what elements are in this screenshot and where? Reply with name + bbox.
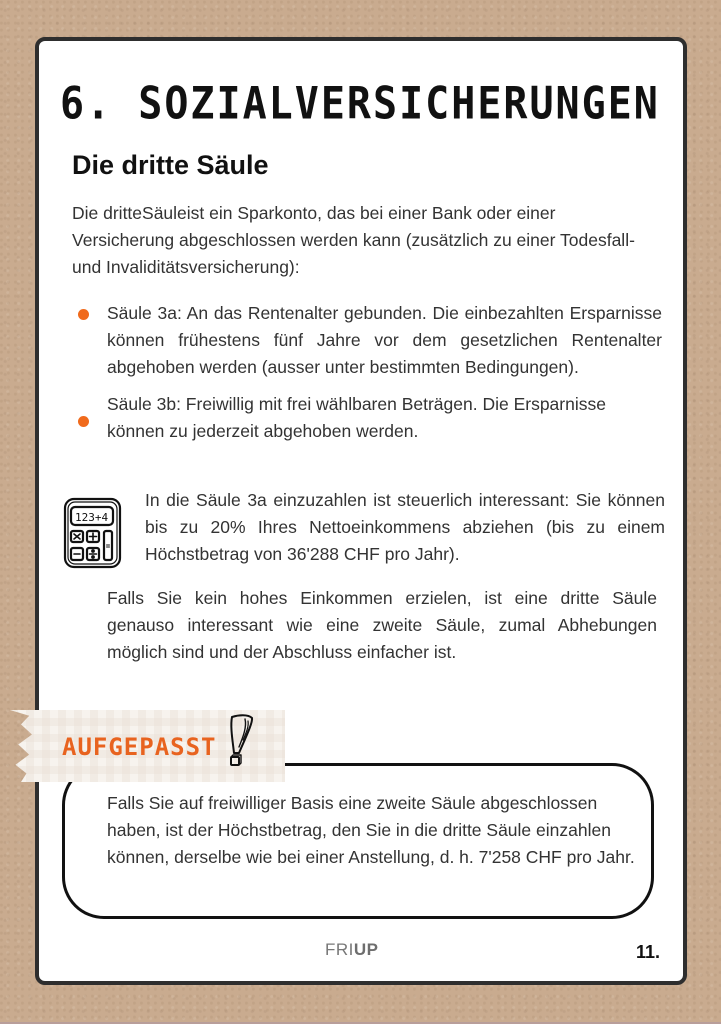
bullet-text: Säule 3a: An das Rentenalter gebunden. Die einbezahlten Ersparnisse können frühestens fünf Jahre vor dem gesetzlichen Rentenalter abgehoben werden (ausser unter bestimmten Bedingungen). xyxy=(107,303,662,377)
brand-bold: UP xyxy=(353,940,379,959)
page-number: 11. xyxy=(636,942,661,962)
intro-paragraph: Die dritteSäuleist ein Sparkonto, das bei einer Bank oder einer Versicherung abgeschlossen werden kann (zusätzlich zu einer Todesfall- und Invaliditätsversicherung): xyxy=(72,203,635,277)
bullet-list xyxy=(72,300,662,445)
bullet-dot-icon xyxy=(78,416,89,427)
brand-light: FRI xyxy=(325,940,354,959)
section-title: 6. SOZIALVERSICHERUNGEN xyxy=(60,78,660,130)
exclamation-icon xyxy=(222,713,256,769)
bullet-dot-icon xyxy=(78,309,89,320)
brand-logo xyxy=(325,940,379,960)
calculator-icon xyxy=(62,496,124,570)
list-item xyxy=(72,391,662,445)
callout-label: AUFGEPASST xyxy=(62,733,217,761)
falls-paragraph: Falls Sie kein hohes Einkommen erzielen, ist eine dritte Säule genauso interessant wie eine zweite Säule, zumal Abhebungen möglich sind und der Abschluss einfacher ist. xyxy=(107,588,657,662)
subtitle: Die dritte Säule xyxy=(72,150,269,180)
tax-note: In die Säule 3a einzuzahlen ist steuerlich interessant: Sie können bis zu 20% Ihres Nettoeinkommens abziehen (bis zu einem Höchstbetrag von 36'288 CHF pro Jahr). xyxy=(145,490,665,564)
calculator-display: 123+4 xyxy=(75,511,109,524)
bullet-text: Säule 3b: Freiwillig mit frei wählbaren Beträgen. Die Ersparnisse können zu jederzeit abgehoben werden. xyxy=(107,394,606,441)
callout-text: Falls Sie auf freiwilliger Basis eine zweite Säule abgeschlossen haben, ist der Höchstbetrag, den Sie in die dritte Säule einzahlen können, derselbe wie bei einer Anstellung, d. h. 7'258 CHF pro Jahr. xyxy=(107,793,635,867)
list-item xyxy=(72,300,662,381)
